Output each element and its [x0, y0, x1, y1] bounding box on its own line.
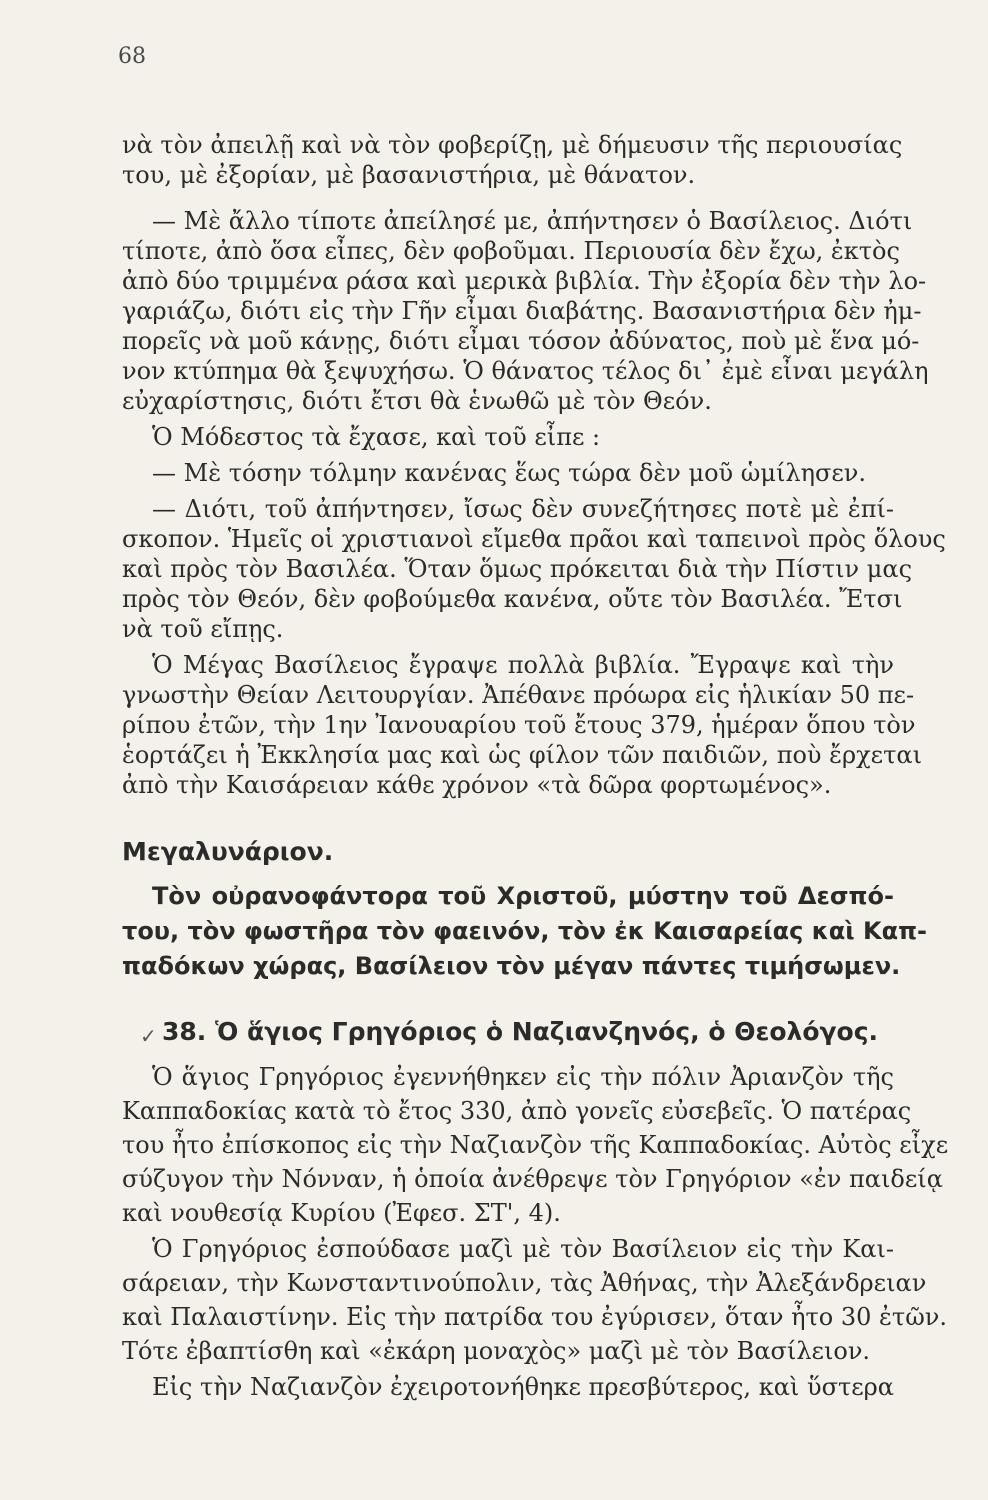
- text-line: νον κτύπημα θὰ ξεψυχήσω. Ὁ θάνατος τέλος δι᾿ ἐμὲ εἶναι μεγάλη: [122, 357, 929, 385]
- text-line: γνωστὴν Θείαν Λειτουργίαν. Ἀπέθανε πρόωρα εἰς ἡλικίαν 50 πε-: [122, 681, 915, 709]
- page-number: 68: [118, 44, 146, 69]
- text-line: γαριάζω, διότι εἰς τὴν Γῆν εἶμαι διαβάτης. Βασανιστήρια δὲν ἠμ-: [122, 297, 922, 325]
- text-line: πρὸς τὸν Θεόν, δὲν φοβούμεθα κανένα, οὔτε τὸν Βασιλέα. Ἔτσι: [122, 585, 903, 613]
- text-line: καὶ νουθεσίᾳ Κυρίου (Ἐφεσ. ΣΤ', 4).: [122, 1199, 561, 1227]
- hymn-line: παδόκων χώρας, Βασίλειον τὸν μέγαν πάντες τιμήσωμεν.: [122, 952, 901, 980]
- text-line: πορεῖς νὰ μοῦ κάνῃς, διότι εἶμαι τόσον ἀδύνατος, ποὺ μὲ ἕνα μό-: [122, 327, 920, 355]
- text-line: — Μὲ τόσην τόλμην κανένας ἕως τώρα δὲν μοῦ ὡμίλησεν.: [152, 459, 866, 487]
- margin-mark-icon: ✓: [140, 1024, 157, 1048]
- hymn-line: Τὸν οὐρανοφάντορα τοῦ Χριστοῦ, μύστην τοῦ Δεσπό-: [152, 882, 894, 910]
- text-line: Εἰς τὴν Ναζιανζὸν ἐχειροτονήθηκε πρεσβύτερος, καὶ ὕστερα: [152, 1373, 894, 1401]
- text-line: — Διότι, τοῦ ἀπήντησεν, ἴσως δὲν συνεζήτησες ποτὲ μὲ ἐπί-: [152, 495, 894, 523]
- text-line: ρίπου ἐτῶν, τὴν 1ην Ἰανουαρίου τοῦ ἔτους 379, ἡμέραν ὅπου τὸν: [122, 711, 916, 739]
- text-line: νὰ τοῦ εἴπῃς.: [122, 615, 284, 643]
- text-line: Τότε ἐβαπτίσθη καὶ «ἐκάρη μοναχὸς» μαζὶ μὲ τὸν Βασίλειον.: [122, 1337, 871, 1365]
- text-line: Καππαδοκίας κατὰ τὸ ἔτος 330, ἀπὸ γονεῖς εὐσεβεῖς. Ὁ πατέρας: [122, 1097, 912, 1125]
- megalynarion-heading: Μεγαλυνάριον.: [122, 837, 334, 866]
- text-line: Ὁ ἅγιος Γρηγόριος ἐγεννήθηκεν εἰς τὴν πόλιν Ἀριανζὸν τῆς: [152, 1063, 894, 1091]
- text-line: του, μὲ ἐξορίαν, μὲ βασανιστήρια, μὲ θάνατον.: [122, 161, 696, 189]
- text-line: ἀπὸ τὴν Καισάρειαν κάθε χρόνον «τὰ δῶρα φορτωμένος».: [122, 771, 832, 799]
- text-line: του ἦτο ἐπίσκοπος εἰς τὴν Ναζιανζὸν τῆς Καππαδοκίας. Αὐτὸς εἶχε: [122, 1131, 949, 1159]
- text-line: τίποτε, ἀπὸ ὅσα εἶπες, δὲν φοβοῦμαι. Περιουσία δὲν ἔχω, ἐκτὸς: [122, 237, 900, 265]
- text-line: σάρειαν, τὴν Κωνσταντινούπολιν, τὰς Ἀθήνας, τὴν Ἀλεξάνδρειαν: [122, 1269, 927, 1297]
- text-line: σύζυγον τὴν Νόνναν, ἡ ὁποία ἀνέθρεψε τὸν Γρηγόριον «ἐν παιδείᾳ: [122, 1165, 943, 1193]
- text-line: — Μὲ ἄλλο τίποτε ἀπείλησέ με, ἀπήντησεν ὁ Βασίλειος. Διότι: [152, 207, 913, 235]
- text-line: ἀπὸ δύο τριμμένα ράσα καὶ μερικὰ βιβλία. Τὴν ἐξορία δὲν τὴν λο-: [122, 267, 927, 295]
- hymn-line: του, τὸν φωστῆρα τὸν φαεινόν, τὸν ἐκ Καισαρείας καὶ Καπ-: [122, 917, 928, 945]
- text-line: Ὁ Μέγας Βασίλειος ἔγραψε πολλὰ βιβλία. Ἔγραψε καὶ τὴν: [152, 651, 894, 679]
- text-line: Ὁ Μόδεστος τὰ ἔχασε, καὶ τοῦ εἶπε :: [152, 423, 601, 451]
- text-line: εὐχαρίστησις, διότι ἔτσι θὰ ἑνωθῶ μὲ τὸν Θεόν.: [122, 387, 712, 415]
- text-line: καὶ πρὸς τὸν Βασιλέα. Ὅταν ὅμως πρόκειται διὰ τὴν Πίστιν μας: [122, 555, 913, 583]
- text-line: ἑορτάζει ἡ Ἐκκλησία μας καὶ ὡς φίλον τῶν παιδιῶν, ποὺ ἔρχεται: [122, 741, 922, 769]
- text-line: Ὁ Γρηγόριος ἐσπούδασε μαζὶ μὲ τὸν Βασίλειον εἰς τὴν Και-: [152, 1235, 894, 1263]
- text-line: σκοπον. Ἡμεῖς οἱ χριστιανοὶ εἴμεθα πρᾶοι καὶ ταπεινοὶ πρὸς ὅλους: [122, 525, 946, 553]
- text-line: καὶ Παλαιστίνην. Εἰς τὴν πατρίδα του ἐγύρισεν, ὅταν ἦτο 30 ἐτῶν.: [122, 1303, 947, 1331]
- section-title: 38. Ὁ ἅγιος Γρηγόριος ὁ Ναζιανζηνός, ὁ Θεολόγος.: [162, 1017, 879, 1046]
- text-line: νὰ τὸν ἀπειλῇ καὶ νὰ τὸν φοβερίζῃ, μὲ δήμευσιν τῆς περιουσίας: [122, 131, 903, 159]
